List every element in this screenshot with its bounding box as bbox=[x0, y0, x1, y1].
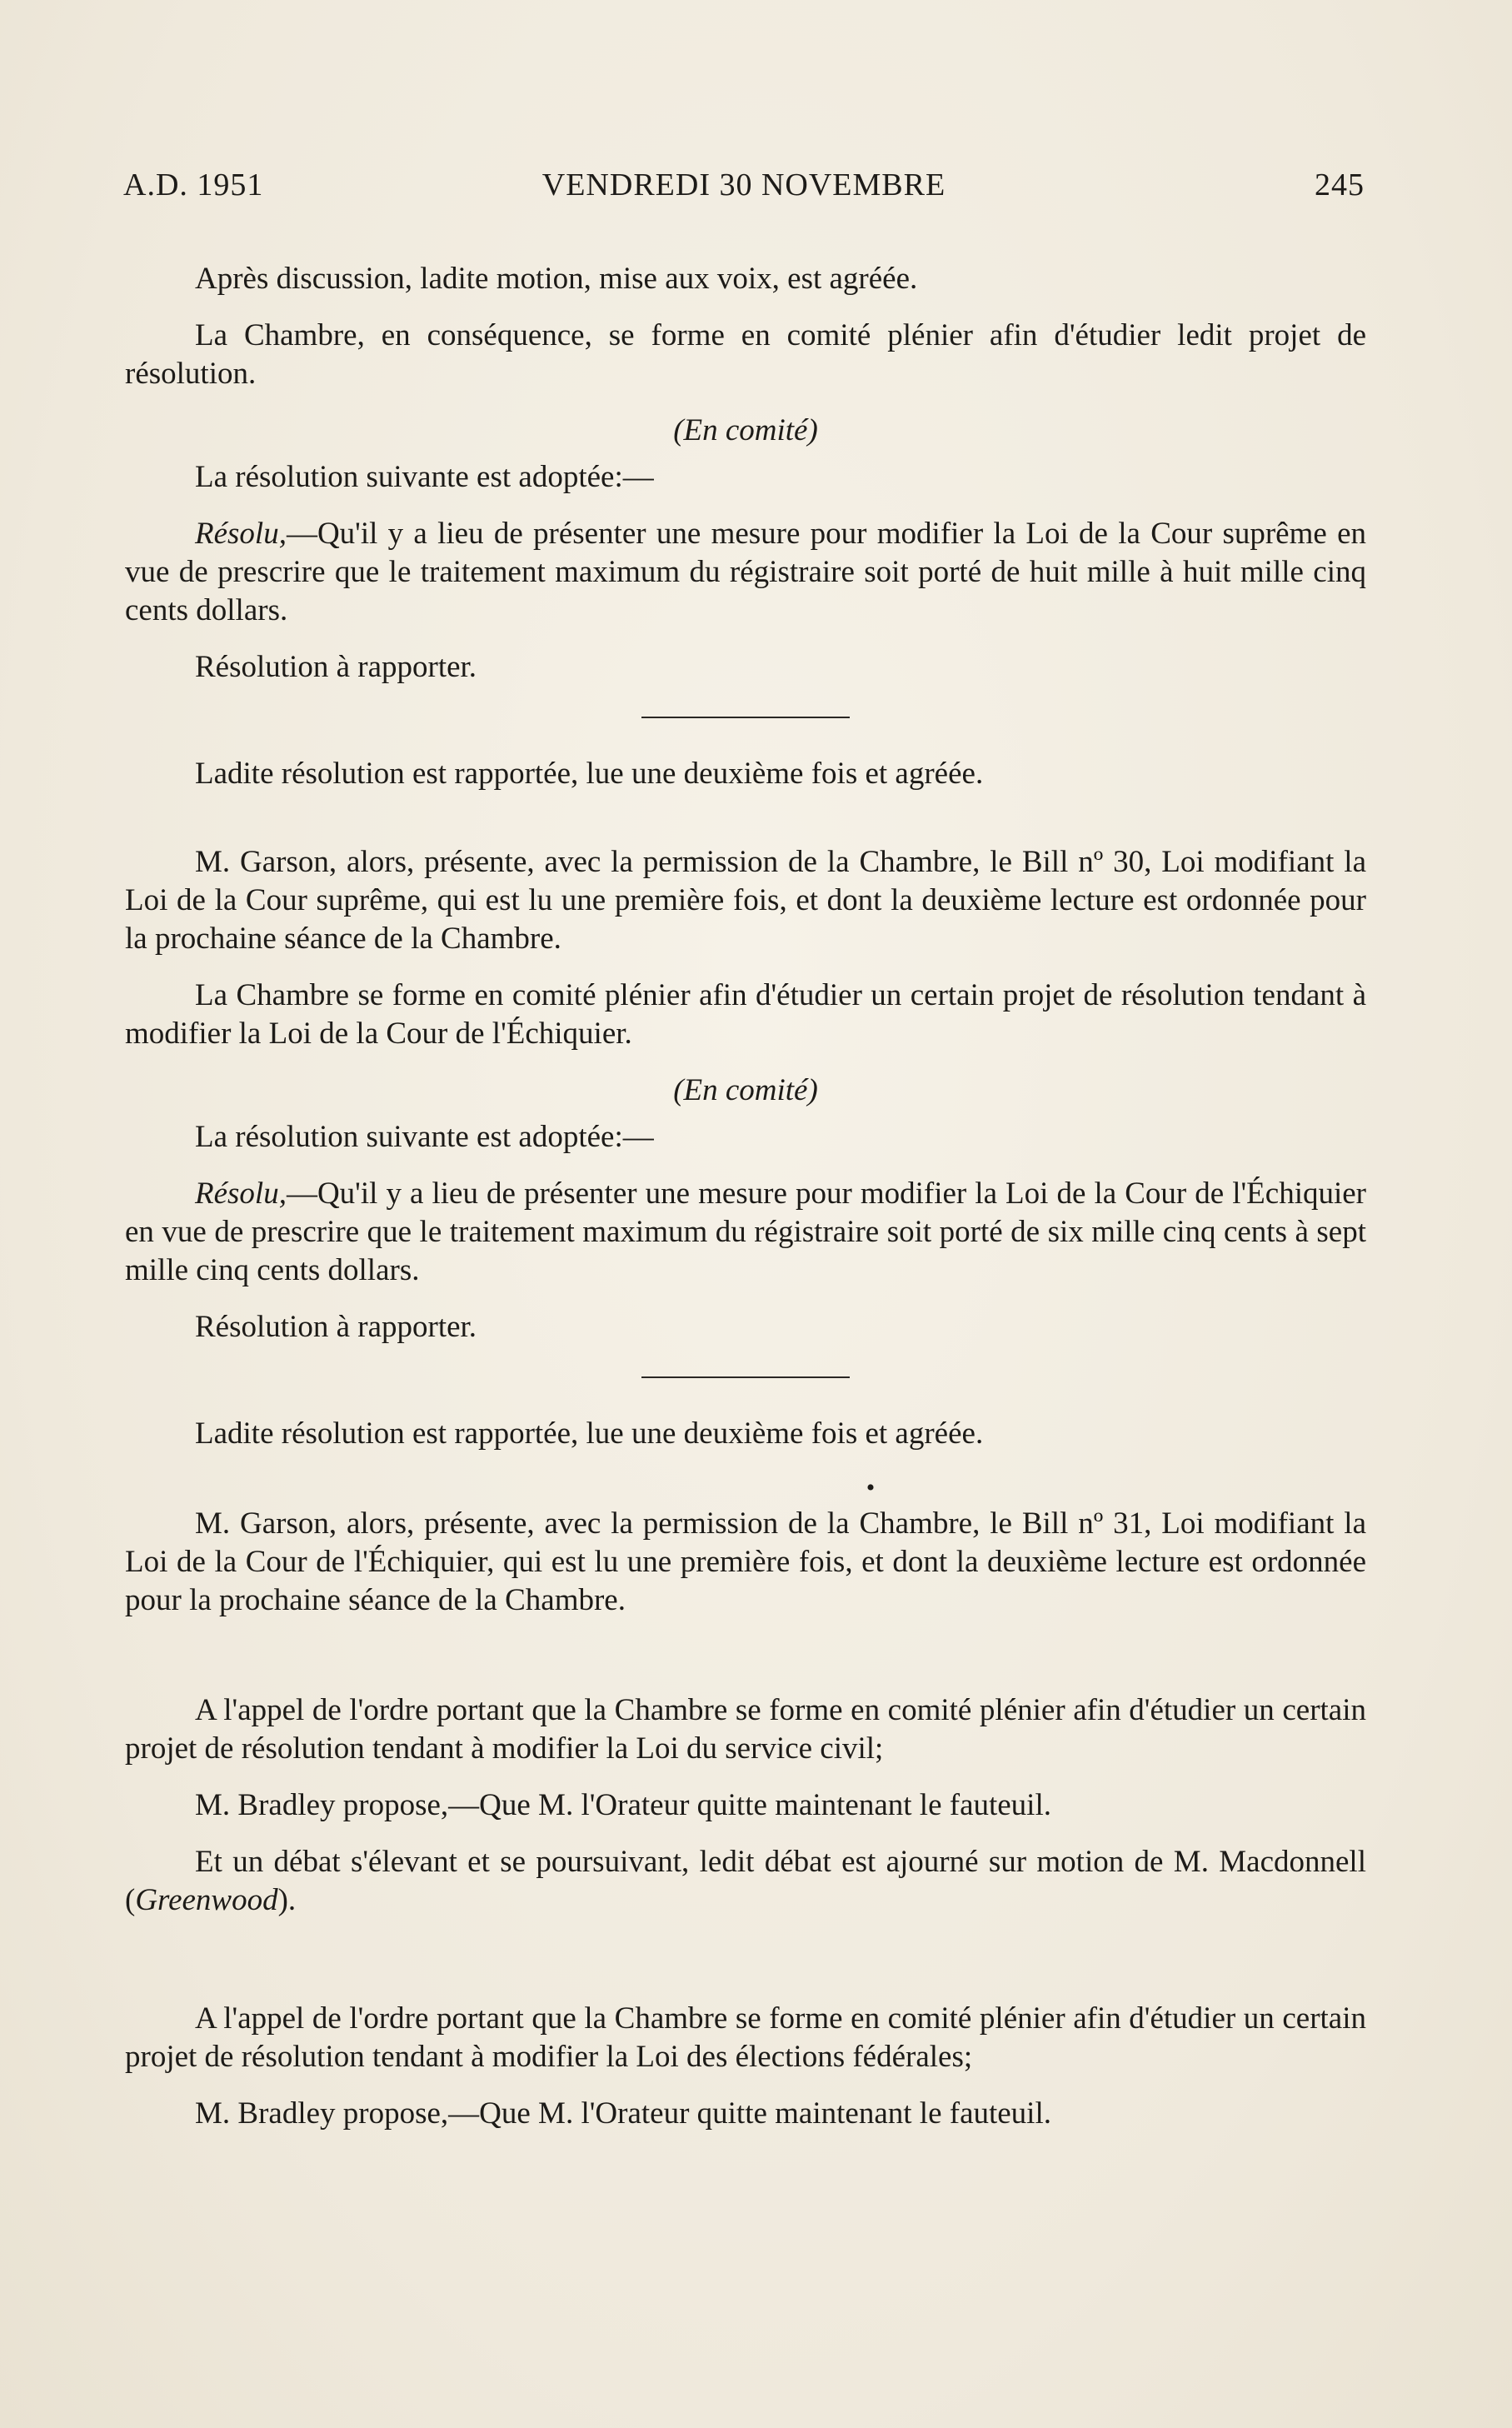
paragraph: Résolution à rapporter. bbox=[195, 1310, 477, 1344]
paragraph bbox=[125, 1843, 1366, 1920]
committee-heading: (En comité) bbox=[673, 413, 818, 447]
page-number: 245 bbox=[1315, 167, 1365, 202]
header-date: VENDREDI 30 NOVEMBRE bbox=[541, 167, 946, 202]
paragraph: A l'appel de l'ordre portant que la Chambre se forme en comité plénier afin d'étudier un certain projet de résolution tendant à modifier la Loi des élections fédérales; bbox=[125, 2001, 1366, 2074]
paragraph: Résolution à rapporter. bbox=[195, 650, 477, 684]
paragraph: La Chambre, en conséquence, se forme en comité plénier afin d'étudier ledit projet de résolution. bbox=[125, 318, 1366, 391]
stray-mark: • bbox=[866, 1474, 876, 1501]
header-year: A.D. 1951 bbox=[123, 167, 264, 202]
paragraph: A l'appel de l'ordre portant que la Chambre se forme en comité plénier afin d'étudier un certain projet de résolution tendant à modifier la Loi du service civil; bbox=[125, 1693, 1366, 1766]
resolution-paragraph bbox=[125, 515, 1366, 630]
section-divider bbox=[641, 1376, 850, 1378]
document-body bbox=[125, 260, 1366, 2151]
riding-name: Greenwood bbox=[135, 1883, 278, 1917]
resolution-label: Résolu, bbox=[195, 517, 287, 551]
paragraph: La résolution suivante est adoptée:— bbox=[195, 1120, 654, 1154]
resolution-text: —Qu'il y a lieu de présenter une mesure pour modifier la Loi de la Cour de l'Échiquier en vue de prescrire que le traitement maximum du régistraire soit porté de six mille cinq cents à sept mille cinq cents dollars. bbox=[125, 1177, 1366, 1287]
resolution-label: Résolu, bbox=[195, 1177, 287, 1211]
paragraph: La Chambre se forme en comité plénier afin d'étudier un certain projet de résolution tendant à modifier la Loi de la Cour de l'Échiquier. bbox=[125, 978, 1366, 1051]
paragraph: M. Garson, alors, présente, avec la permission de la Chambre, le Bill nº 30, Loi modifiant la Loi de la Cour suprême, qui est lu une première fois, et dont la deuxième lecture est ordonnée pour la prochaine séance de la Chambre. bbox=[125, 845, 1366, 956]
paragraph-text-end: ). bbox=[277, 1883, 297, 1917]
paragraph: M. Garson, alors, présente, avec la permission de la Chambre, le Bill nº 31, Loi modifiant la Loi de la Cour de l'Échiquier, qui est lu une première fois, et dont la deuxième lecture est ordonnée pour la prochaine séance de la Chambre. bbox=[125, 1506, 1366, 1617]
resolution-paragraph bbox=[125, 1175, 1366, 1290]
paragraph: Ladite résolution est rapportée, lue une deuxième fois et agréée. bbox=[195, 757, 984, 791]
page-header bbox=[123, 167, 1365, 213]
resolution-text: —Qu'il y a lieu de présenter une mesure pour modifier la Loi de la Cour suprême en vue de prescrire que le traitement maximum du régistraire soit porté de huit mille à huit mille cinq cents dollars. bbox=[125, 517, 1366, 627]
paragraph: Ladite résolution est rapportée, lue une deuxième fois et agréée. bbox=[195, 1416, 984, 1451]
paragraph: M. Bradley propose,—Que M. l'Orateur quitte maintenant le fauteuil. bbox=[195, 1788, 1051, 1822]
paragraph: M. Bradley propose,—Que M. l'Orateur quitte maintenant le fauteuil. bbox=[195, 2096, 1051, 2131]
paragraph: Après discussion, ladite motion, mise aux voix, est agréée. bbox=[195, 262, 918, 296]
section-divider bbox=[641, 717, 850, 718]
paragraph: La résolution suivante est adoptée:— bbox=[195, 460, 654, 494]
paragraph-text: Et un débat s'élevant et se poursuivant, ledit débat est ajourné sur motion de M. Macdonnell ( bbox=[125, 1845, 1366, 1917]
committee-heading: (En comité) bbox=[673, 1073, 818, 1107]
